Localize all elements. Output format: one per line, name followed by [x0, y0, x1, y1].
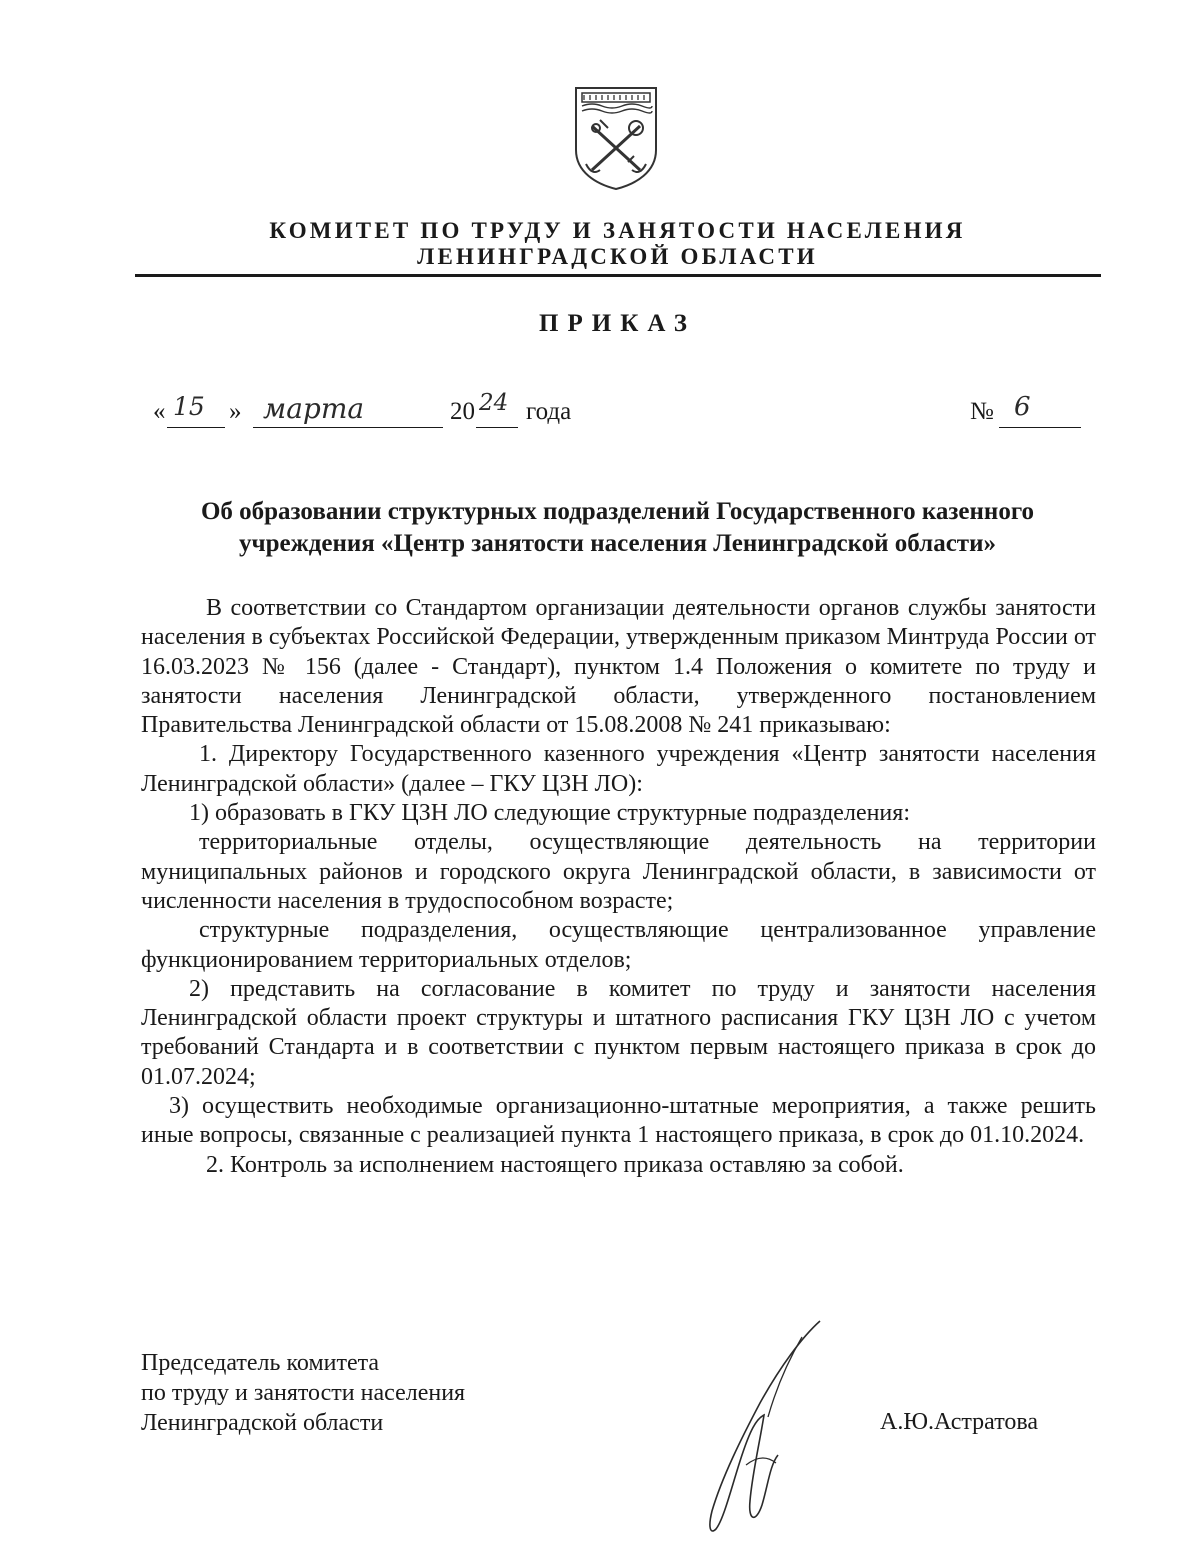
organization-name-line1: КОМИТЕТ ПО ТРУДУ И ЗАНЯТОСТИ НАСЕЛЕНИЯ — [269, 218, 966, 243]
order-number-label: № — [970, 398, 994, 425]
subject-line2: учреждения «Центр занятости населения Ленинградской области» — [239, 530, 996, 557]
paragraph-item-1-3: 3) осуществить необходимые организационно-штатные мероприятия, а также решить иные вопросы, связанные с реализацией пункта 1 настоящего приказа, в срок до 01.10.2024. — [141, 1093, 1096, 1149]
date-close-quote: » — [229, 398, 242, 425]
subject-line1: Об образовании структурных подразделений Государственного казенного — [200, 498, 1035, 525]
organization-name-line2: ЛЕНИНГРАДСКОЙ ОБЛАСТИ — [417, 244, 818, 269]
document-title: ПРИКАЗ — [539, 310, 696, 337]
date-line — [153, 390, 1093, 438]
paragraph-item-1-2: 2) представить на согласование в комитет по труду и занятости населения Ленинградской области проект структуры и штатного расписания ГКУ ЦЗН ЛО с учетом требований Стандарта и в соответствии с пунктом первым настоящего приказа в срок до 01.07.2024; — [141, 975, 1096, 1090]
signatory-position-line3: Ленинградской области — [141, 1410, 384, 1436]
date-year-prefix: 20 — [450, 398, 475, 425]
signatory-name: А.Ю.Астратова — [880, 1409, 1039, 1435]
signatory-position-line2: по труду и занятости населения — [141, 1380, 466, 1406]
organization-name — [135, 218, 1100, 270]
paragraph-item-1-1: 1) образовать в ГКУ ЦЗН ЛО следующие структурные подразделения: — [189, 800, 910, 827]
paragraph-preamble: В соответствии со Стандартом организации деятельности органов службы занятости населения в субъектах Российской Федерации, утвержденным приказом Минтруда России от 16.03.2023 № 156 (далее - Стандарт), пунктом 1.4 Положения о комитете по труду и занятости населения Ленинградской области, утвержденного постановлением Правительства Ленинградской области от 15.08.2008 № 241 приказываю: — [141, 595, 1096, 739]
order-number-underline — [999, 427, 1081, 428]
signatory-position-line1: Председатель комитета — [141, 1350, 380, 1376]
paragraph-territorial-departments: территориальные отделы, осуществляющие деятельность на территории муниципальных районов и городского округа Ленинградской области, в зависимости от численности населения в трудоспособном возрасте; — [141, 829, 1096, 914]
coat-of-arms-icon — [570, 84, 662, 192]
date-month-underline — [253, 427, 443, 428]
date-year-underline — [476, 427, 518, 428]
date-month-handwritten: марта — [263, 392, 365, 425]
date-day-underline — [167, 427, 225, 428]
document-body — [141, 594, 1096, 1180]
order-number-handwritten: 6 — [1014, 392, 1031, 422]
paragraph-item-2: 2. Контроль за исполнением настоящего приказа оставляю за собой. — [206, 1151, 904, 1178]
header-divider — [135, 274, 1101, 277]
signatory-position — [141, 1348, 465, 1438]
document-subject — [135, 496, 1100, 560]
date-open-quote: « — [153, 398, 166, 425]
date-day-handwritten: 15 — [173, 392, 205, 421]
paragraph-item-1: 1. Директору Государственного казенного учреждения «Центр занятости населения Ленинградской области» (далее – ГКУ ЦЗН ЛО): — [141, 741, 1096, 797]
date-year-handwritten: 24 — [479, 390, 509, 416]
paragraph-structural-units: структурные подразделения, осуществляющие централизованное управление функционированием территориальных отделов; — [141, 917, 1096, 973]
handwritten-signature-icon — [690, 1315, 840, 1540]
date-year-word: года — [526, 398, 572, 425]
